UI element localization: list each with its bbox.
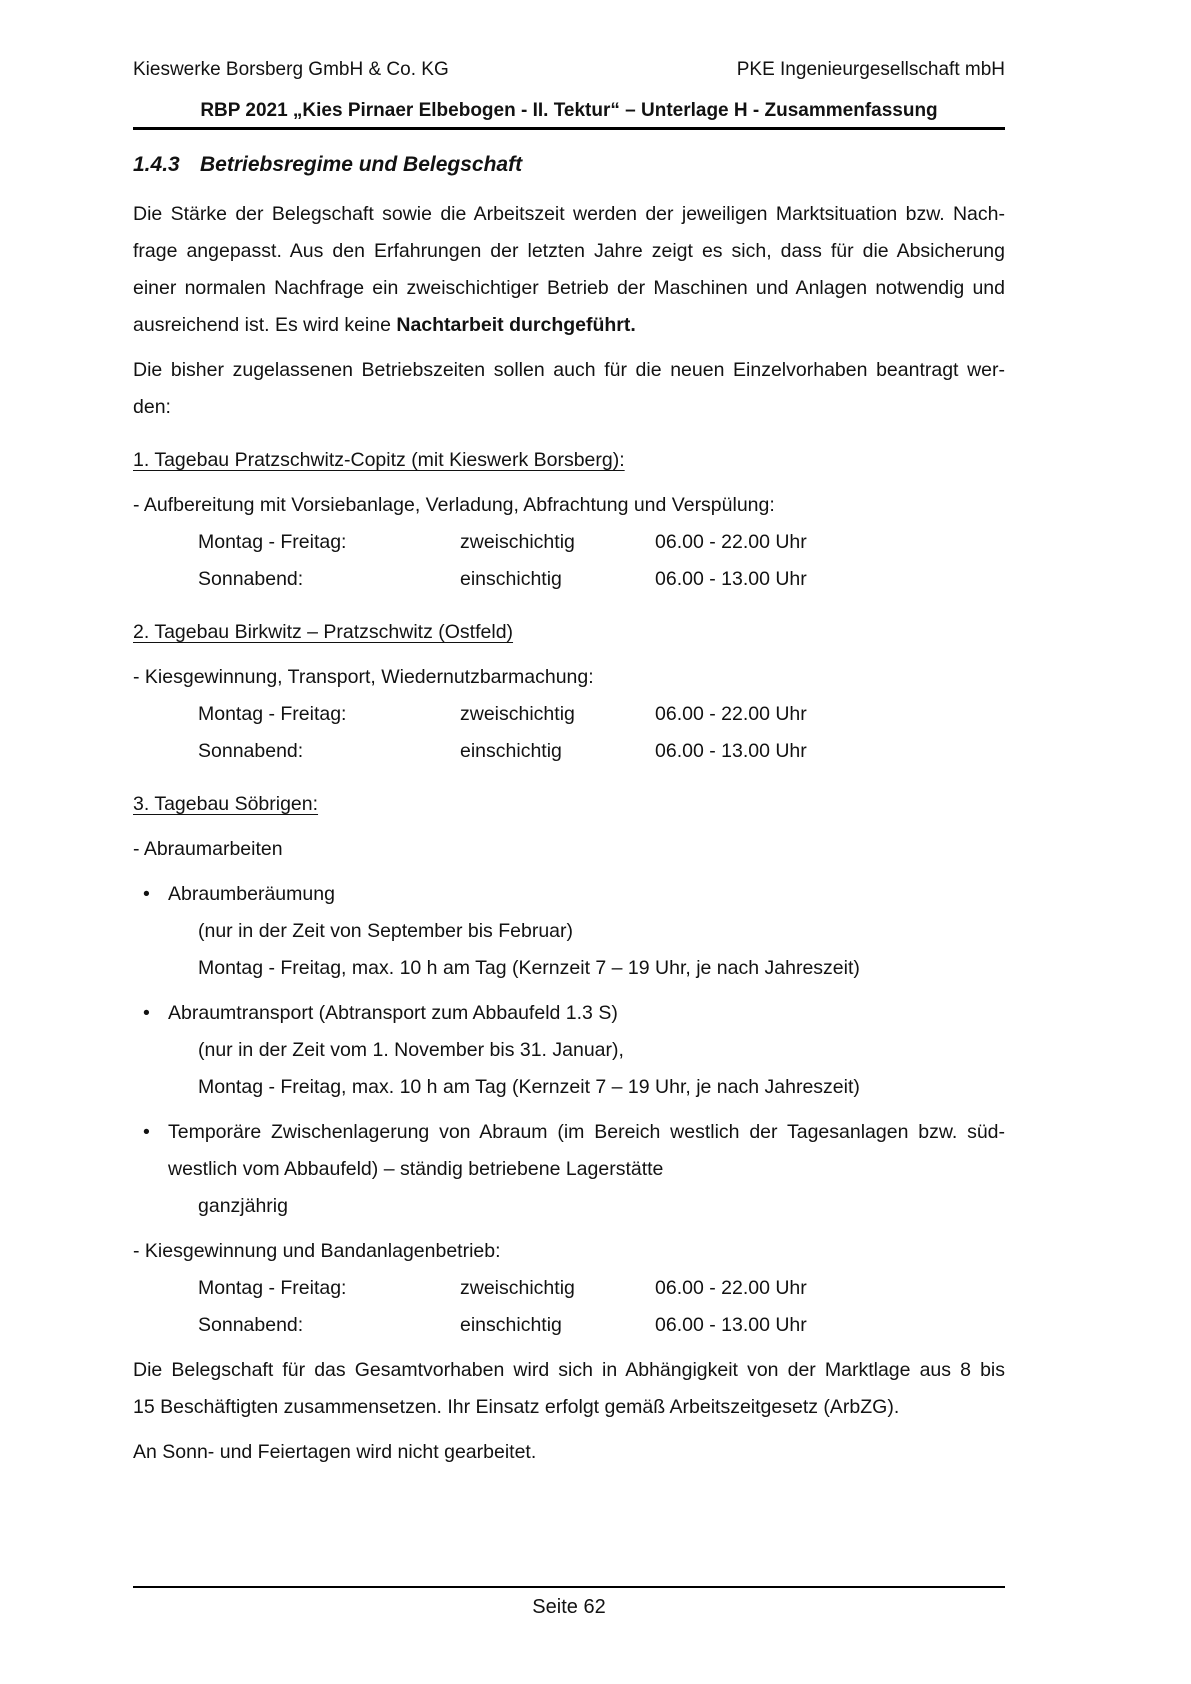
text-line: Temporäre Zwischenlagerung von Abraum (im Bereich westlich der Tagesanlagen bzw. süd- (168, 1121, 1005, 1143)
paragraph-workforce (133, 1352, 1005, 1426)
text-line: Die bisher zugelassenen Betriebszeiten sollen auch für die neuen Einzelvorhaben beantragt wer- (133, 359, 1005, 381)
tagebau3-activity2: - Kiesgewinnung und Bandanlagenbetrieb: (133, 1240, 501, 1262)
text-line: (nur in der Zeit vom 1. November bis 31. Januar), (198, 1039, 624, 1061)
schedule-shift: zweischichtig (460, 1277, 575, 1299)
bullet-icon: • (143, 883, 150, 905)
schedule-shift: einschichtig (460, 1314, 562, 1336)
schedule-day: Sonnabend: (198, 568, 304, 590)
text-line: den: (133, 396, 171, 418)
text-line: (nur in der Zeit von September bis Februar) (198, 920, 573, 942)
tagebau2-schedule (198, 696, 1005, 770)
schedule-shift: einschichtig (460, 568, 562, 590)
bullet-icon: • (143, 1002, 150, 1024)
section-heading (133, 150, 1005, 180)
bullet-title (133, 1114, 1005, 1188)
text-run: ausreichend ist. Es wird keine (133, 314, 397, 336)
tagebau1-schedule (198, 524, 1005, 598)
schedule-row (198, 733, 1005, 770)
schedule-day: Montag - Freitag: (198, 703, 347, 725)
tagebau3-schedule (198, 1270, 1005, 1344)
schedule-row (198, 524, 1005, 561)
schedule-time: 06.00 - 22.00 Uhr (655, 703, 807, 725)
schedule-time: 06.00 - 22.00 Uhr (655, 1277, 807, 1299)
paragraph-staffing (133, 196, 1005, 344)
schedule-row (198, 561, 1005, 598)
schedule-day: Montag - Freitag: (198, 531, 347, 553)
text-line: An Sonn- und Feiertagen wird nicht gearbeitet. (133, 1441, 537, 1463)
tagebau3-heading: 3. Tagebau Söbrigen: (133, 793, 319, 815)
bullet-details (198, 913, 1005, 987)
text-line: Montag - Freitag, max. 10 h am Tag (Kernzeit 7 – 19 Uhr, je nach Jahreszeit) (198, 957, 860, 979)
bullet-title (133, 995, 1005, 1032)
company-name-left: Kieswerke Borsberg GmbH & Co. KG (133, 59, 449, 80)
section-title: Betriebsregime und Belegschaft (200, 153, 523, 176)
schedule-day: Sonnabend: (198, 740, 304, 762)
bold-text-run: Nachtarbeit durchgeführt. (396, 314, 636, 336)
text-line: ganzjährig (198, 1195, 288, 1217)
masthead (133, 58, 1005, 82)
bullet-title (133, 876, 1005, 913)
text-line: Die Stärke der Belegschaft sowie die Arbeitszeit werden der jeweiligen Marktsituation bzw. Nach- (133, 203, 1005, 225)
text-line: Montag - Freitag, max. 10 h am Tag (Kernzeit 7 – 19 Uhr, je nach Jahreszeit) (198, 1076, 860, 1098)
schedule-time: 06.00 - 13.00 Uhr (655, 740, 807, 762)
schedule-shift: einschichtig (460, 740, 562, 762)
bullet-icon: • (143, 1121, 150, 1143)
schedule-row (198, 696, 1005, 733)
page-number: Seite 62 (532, 1596, 606, 1618)
text-line: frage angepasst. Aus den Erfahrungen der letzten Jahre zeigt es sich, dass für die Absicherung (133, 240, 1005, 262)
text-line: westlich vom Abbaufeld) – ständig betriebene Lagerstätte (168, 1158, 664, 1180)
bullet-details (198, 1032, 1005, 1106)
text-line: einer normalen Nachfrage ein zweischichtiger Betrieb der Maschinen und Anlagen notwendig und (133, 277, 1005, 299)
schedule-time: 06.00 - 13.00 Uhr (655, 568, 807, 590)
document-title: RBP 2021 „Kies Pirnaer Elbebogen - II. Tektur“ – Unterlage H - Zusammenfassung (133, 98, 1005, 130)
bullet-item-abraumberaeumung (133, 876, 1005, 987)
schedule-shift: zweischichtig (460, 703, 575, 725)
bullet-details (198, 1188, 1005, 1225)
tagebau2-heading: 2. Tagebau Birkwitz – Pratzschwitz (Ostfeld) (133, 621, 514, 643)
paragraph-operating-times (133, 352, 1005, 426)
text-line (133, 307, 1005, 344)
schedule-day: Montag - Freitag: (198, 1277, 347, 1299)
tagebau1-activity: - Aufbereitung mit Vorsiebanlage, Verladung, Abfrachtung und Verspülung: (133, 494, 775, 516)
company-name-right: PKE Ingenieurgesellschaft mbH (736, 59, 1005, 80)
schedule-day: Sonnabend: (198, 1314, 304, 1336)
text-line: Abraumtransport (Abtransport zum Abbaufeld 1.3 S) (168, 1002, 618, 1024)
schedule-row (198, 1270, 1005, 1307)
text-line: Die Belegschaft für das Gesamtvorhaben wird sich in Abhängigkeit von der Marktlage aus 8 bis (133, 1359, 1005, 1381)
text-line: 15 Beschäftigten zusammensetzen. Ihr Einsatz erfolgt gemäß Arbeitszeitgesetz (ArbZG). (133, 1396, 900, 1418)
bullet-item-abraumtransport (133, 995, 1005, 1106)
page-content (133, 58, 1005, 1471)
bullet-item-zwischenlagerung (133, 1114, 1005, 1225)
section-number: 1.4.3 (133, 153, 180, 176)
schedule-row (198, 1307, 1005, 1344)
footer-divider (133, 1586, 1005, 1588)
schedule-time: 06.00 - 13.00 Uhr (655, 1314, 807, 1336)
tagebau3-activity: - Abraumarbeiten (133, 838, 283, 860)
schedule-time: 06.00 - 22.00 Uhr (655, 531, 807, 553)
tagebau1-heading: 1. Tagebau Pratzschwitz-Copitz (mit Kieswerk Borsberg): (133, 449, 625, 471)
text-line: Abraumberäumung (168, 883, 335, 905)
tagebau2-activity: - Kiesgewinnung, Transport, Wiedernutzbarmachung: (133, 666, 594, 688)
schedule-shift: zweischichtig (460, 531, 575, 553)
paragraph-sundays (133, 1434, 1005, 1471)
